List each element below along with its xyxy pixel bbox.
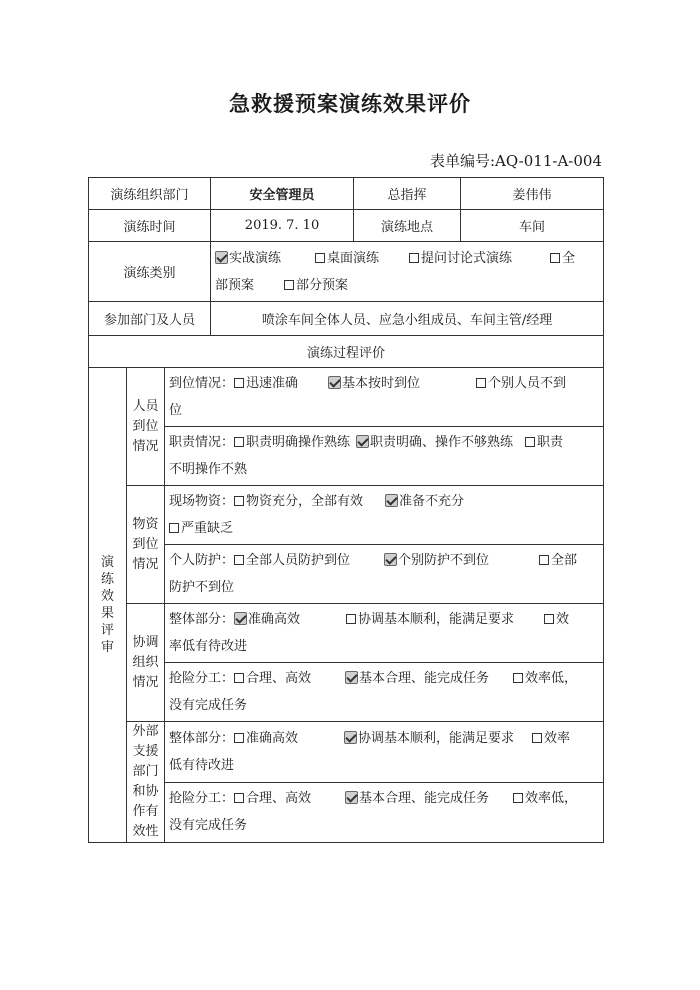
external-whole-options: 整体部分： 准确高效 协调基本顺利，能满足要求 效率 低有待改进 [165,722,604,783]
materials-ppe-row [89,545,604,604]
checkbox-icon[interactable] [284,280,294,290]
materials-label: 物资到位情况 [127,486,165,604]
checkbox-icon[interactable] [346,614,356,624]
checked-checkbox-icon[interactable] [344,731,357,744]
commander-value[interactable]: 姜伟伟 [461,178,604,210]
time-label: 演练时间 [89,210,211,242]
checkbox-icon[interactable] [234,733,244,743]
checked-checkbox-icon[interactable] [328,376,341,389]
org-label: 演练组织部门 [89,178,211,210]
org-row [89,178,604,210]
time-value[interactable]: 2019. 7. 10 [211,210,354,242]
eval-section-label: 演练效果评审 [89,368,127,843]
option-tabletop-drill: 桌面演练 [327,250,380,266]
checkbox-icon[interactable] [539,555,549,565]
site-materials-options: 现场物资： 物资充分，全部有效 准备不充分 严重缺乏 [165,486,604,545]
page-title: 急救援预案演练效果评价 [229,91,471,116]
process-header: 演练过程评价 [89,336,604,368]
checked-checkbox-icon[interactable] [234,612,247,625]
type-options [211,242,604,302]
option-full-plan-part1: 全 [562,250,576,266]
option-live-drill: 实战演练 [229,250,282,266]
checkbox-icon[interactable] [550,253,560,263]
checkbox-icon[interactable] [234,555,244,565]
commander-label: 总指挥 [354,178,461,210]
type-label: 演练类别 [89,242,211,302]
evaluation-form [88,177,604,843]
option-full-plan-part2: 部预案 [215,277,255,293]
option-discussion-drill: 提问讨论式演练 [421,250,513,266]
coordination-label: 协调组织情况 [127,604,165,722]
checkbox-icon[interactable] [476,378,486,388]
time-row [89,210,604,242]
checkbox-icon[interactable] [532,733,542,743]
place-label: 演练地点 [354,210,461,242]
checked-checkbox-icon[interactable] [356,435,369,448]
checked-checkbox-icon[interactable] [384,553,397,566]
checked-checkbox-icon[interactable] [345,671,358,684]
arrival-options: 到位情况： 迅速准确 基本按时到位 个别人员不到 位 [165,368,604,427]
org-value[interactable]: 安全管理员 [211,178,354,210]
checked-checkbox-icon[interactable] [385,494,398,507]
place-value[interactable]: 车间 [461,210,604,242]
type-row [89,242,604,302]
form-number: 表单编号:AQ-011-A-004 [429,152,602,170]
ppe-options: 个人防护： 全部人员防护到位 个别防护不到位 全部 防护不到位 [165,545,604,604]
personnel-arrival-row [89,368,604,427]
checkbox-icon[interactable] [409,253,419,263]
checkbox-icon[interactable] [315,253,325,263]
coordination-rescue-options: 抢险分工： 合理、高效 基本合理、能完成任务 效率低， 没有完成任务 [165,663,604,722]
coordination-whole-row [89,604,604,663]
checkbox-icon[interactable] [234,378,244,388]
materials-site-row [89,486,604,545]
personnel-duty-row [89,427,604,486]
process-header-row [89,336,604,368]
checkbox-icon[interactable] [525,437,535,447]
dept-value[interactable]: 喷涂车间全体人员、应急小组成员、车间主管/经理 [211,302,604,336]
checkbox-icon[interactable] [544,614,554,624]
checked-checkbox-icon[interactable] [345,791,358,804]
coordination-whole-options: 整体部分： 准确高效 协调基本顺利，能满足要求 效 率低有待改进 [165,604,604,663]
checkbox-icon[interactable] [234,793,244,803]
external-rescue-options: 抢险分工： 合理、高效 基本合理、能完成任务 效率低， 没有完成任务 [165,782,604,843]
external-rescue-row [89,782,604,843]
checkbox-icon[interactable] [234,673,244,683]
dept-row [89,302,604,336]
checked-checkbox-icon[interactable] [215,251,228,264]
checkbox-icon[interactable] [513,673,523,683]
checkbox-icon[interactable] [513,793,523,803]
duty-options: 职责情况： 职责明确操作熟练 职责明确、操作不够熟练 职责 不明操作不熟 [165,427,604,486]
option-partial-plan: 部分预案 [296,277,349,293]
external-whole-row [89,722,604,783]
checkbox-icon[interactable] [169,523,179,533]
personnel-label: 人员到位情况 [127,368,165,486]
external-label: 外部支援部门和协作有效性 [127,722,165,843]
dept-label: 参加部门及人员 [89,302,211,336]
checkbox-icon[interactable] [234,437,244,447]
checkbox-icon[interactable] [234,496,244,506]
coordination-rescue-row [89,663,604,722]
